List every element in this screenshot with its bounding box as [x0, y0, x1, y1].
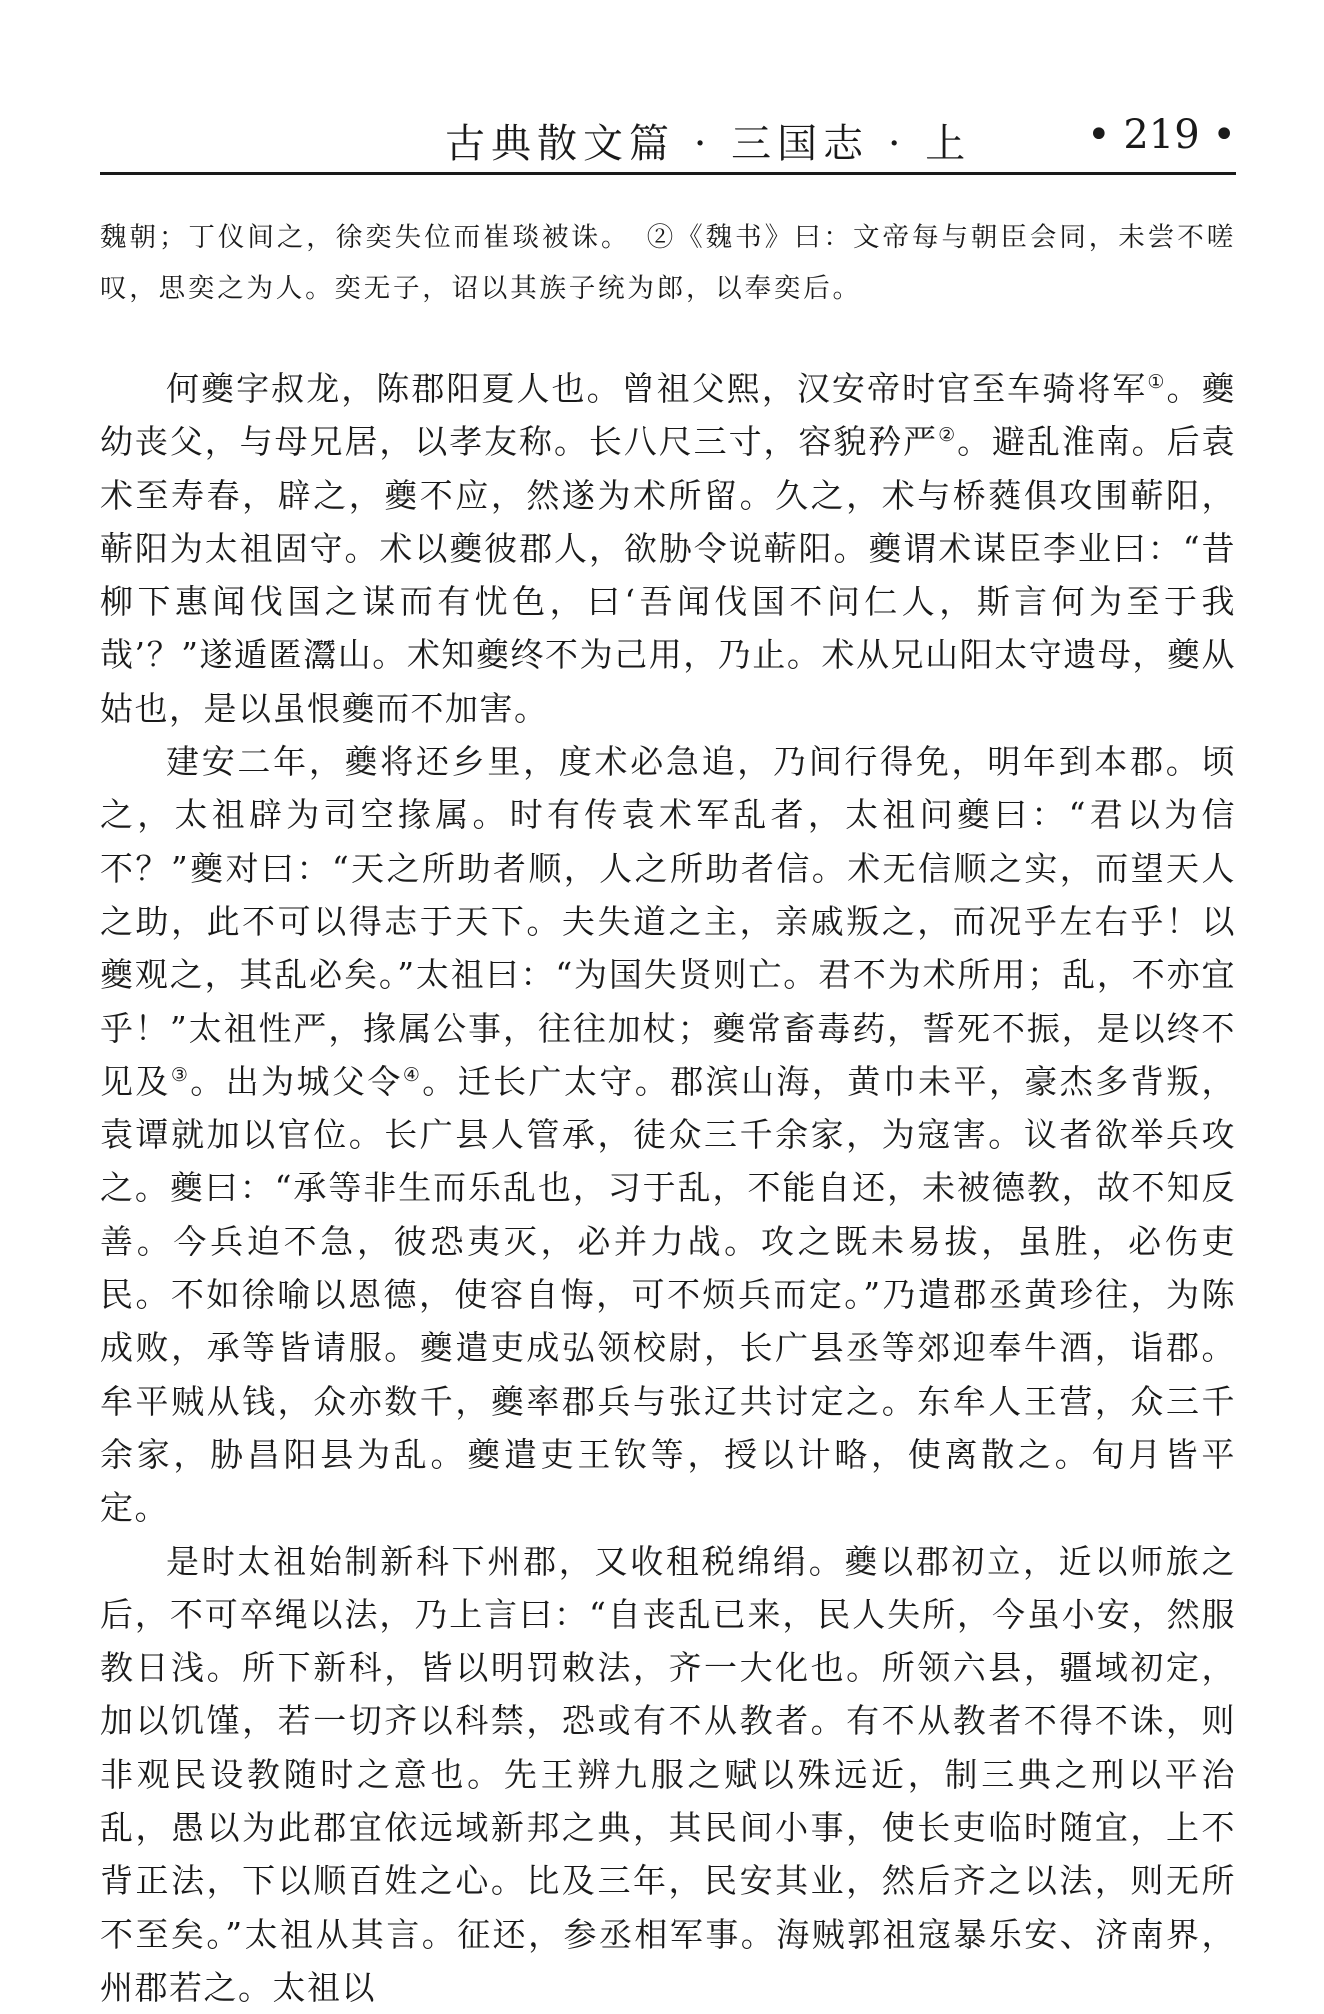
footnote-marker: ①	[1147, 371, 1167, 393]
paragraph	[100, 735, 1236, 1534]
footnote-marker: ②	[938, 424, 958, 447]
header-rule	[100, 172, 1236, 175]
footnote-marker: ③	[170, 1063, 191, 1086]
paragraph	[100, 362, 1236, 735]
paragraph	[100, 1535, 1236, 2014]
text-segment: 。迁长广太守。郡滨山海，黄巾未平，豪杰多背叛，袁谭就加以官位。长广县人管承，徒众三千余家，为寇害。议者欲举兵攻之。夔曰：“承等非生而乐乱也，习于乱，不能自还，未被德教，故不知反善。今兵迫不急，彼恐夷灭，必并力战。攻之既未易拔，虽胜，必伤吏民。不如徐喻以恩德，使容自悔，可不烦兵而定。”乃遣郡丞黄珍往，为陈成败，承等皆请服。夔遣吏成弘领校尉，长广县丞等郊迎奉牛酒，诣郡。牟平贼从钱，众亦数千，夔率郡兵与张辽共讨定之。东牟人王营，众三千余家，胁昌阳县为乱。夔遣吏王钦等，授以计略，使离散之。旬月皆平定。	[100, 1061, 1236, 1528]
text-segment: 何夔字叔龙，陈郡阳夏人也。曾祖父熙，汉安帝时官至车骑将军	[166, 369, 1148, 408]
text-segment: 。出为城父令	[190, 1061, 403, 1101]
text-segment: 。避乱淮南。后袁术至寿春，辟之，夔不应，然遂为术所留。久之，术与桥蕤俱攻围蕲阳，蕲阳为太祖固守。术以夔彼郡人，欲胁令说蕲阳。夔谓术谋臣李业曰：“昔柳下惠闻伐国之谋而有忧色，曰‘吾闻伐国不问仁人，斯言何为至于我哉’？”遂遁匿灊山。术知夔终不为己用，乃止。术从兄山阳太守遗母，夔从姑也，是以虽恨夔而不加害。	[100, 422, 1237, 728]
text-segment: 。夔幼丧父，与母兄居，以孝友称。长八尺三寸，容貌矜严	[100, 369, 1237, 462]
text-segment: 是时太祖始制新科下州郡，又收租税绵绢。夔以郡初立，近以师旅之后，不可卒绳以法，乃上言曰：“自丧乱已来，民人失所，今虽小安，然服教日浅。所下新科，皆以明罚敕法，齐一大化也。所领六县，疆域初定，加以饥馑，若一切齐以科禁，恐或有不从教者。有不从教者不得不诛，则非观民设教随时之意也。先王辨九服之赋以殊远近，制三典之刑以平治乱，愚以为此郡宜依远域新邦之典，其民间小事，使长吏临时随宜，上不背正法，下以顺百姓之心。比及三年，民安其业，然后齐之以法，则无所不至矣。”太祖从其言。征还，参丞相军事。海贼郭祖寇暴乐安、济南界，州郡若之。太祖以	[100, 1541, 1236, 2007]
running-title: 古典散文篇 · 三国志 · 上	[445, 121, 972, 167]
footnote-continuation: 魏朝；丁仪间之，徐奕失位而崔琰被诛。 ②《魏书》曰：文帝每与朝臣会同，未尝不嗟叹，思奕之为人。奕无子，诏以其族子统为郎，以奉奕后。	[100, 222, 1236, 304]
page-number: • 219 •	[1087, 112, 1236, 158]
footnote-marker: ④	[402, 1063, 423, 1086]
running-header	[100, 108, 1236, 168]
text-segment: 建安二年，夔将还乡里，度术必急追，乃间行得免，明年到本郡。顷之，太祖辟为司空掾属。时有传袁术军乱者，太祖问夔曰：“君以为信不？”夔对曰：“天之所助者顺，人之所助者信。术无信顺之实，而望天人之助，此不可以得志于天下。夫失道之主，亲戚叛之，而况乎左右乎！以夔观之，其乱必矣。”太祖曰：“为国失贤则亡。君不为术所用；乱，不亦宜乎！”太祖性严，掾属公事，往往加杖；夔常畜毒药，誓死不振，是以终不见及	[100, 742, 1236, 1101]
main-text	[100, 362, 1236, 2014]
